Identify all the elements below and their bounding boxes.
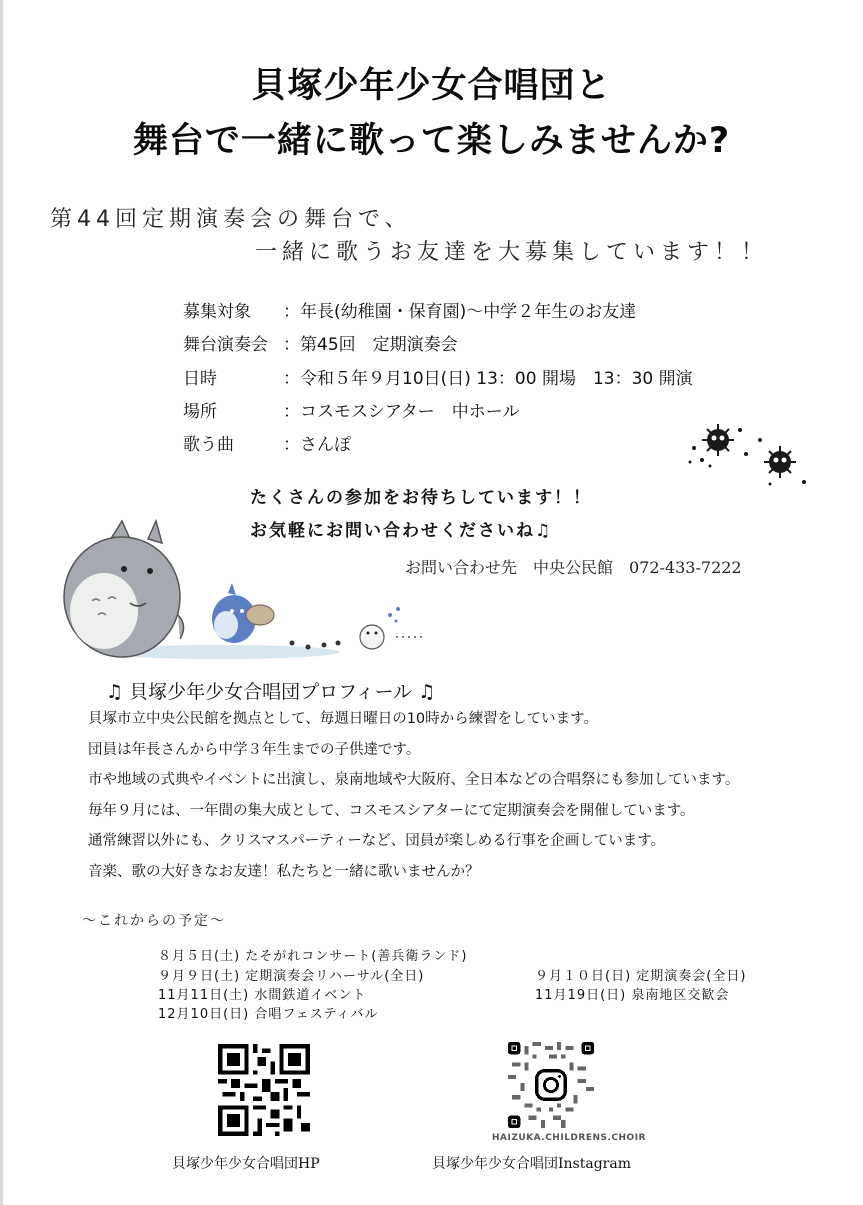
white-totoro-icon [360,607,426,649]
info-value: ：令和５年９月10日(日) 13：00 開場 13：30 開演 [283,369,693,389]
info-row-target [183,297,636,322]
blue-totoro-icon [212,583,274,643]
info-row-venue [183,397,519,422]
info-row-datetime [183,364,693,389]
soot-sprite-icon [702,424,734,456]
info-key: 舞台演奏会 [183,335,268,355]
subtitle-line-2: 一緒に歌うお友達を大募集しています！！ [255,240,769,265]
schedule-heading: ～これからの予定～ [82,913,226,929]
cta-line-2: お気軽にお問い合わせくださいね♫ [250,521,553,541]
info-row-song [183,430,351,455]
info-value: ：コスモスシアター 中ホール [283,402,520,422]
soot-sprite-icon [764,446,796,478]
instagram-icon [537,1071,566,1100]
profile-line: 市や地域の式典やイベントに出演し、泉南地域や大阪府、全日本などの合唱祭にも参加しています。 [88,772,740,788]
hp-qr-code[interactable] [218,1044,310,1136]
profile-line: 毎年９月には、一年間の集大成として、コスモスシアターにて定期演奏会を開催しています。 [88,802,695,819]
subtitle-line-1: 第44回定期演奏会の舞台で、 [50,207,412,232]
cta-line-1: たくさんの参加をお待ちしています！！ [250,488,592,508]
page-title-line-1: 貝塚少年少女合唱団と [251,66,612,106]
info-key: 場所 [183,402,217,422]
page-title-line-2: 舞台で一緒に歌って楽しみませんか? [132,121,731,161]
profile-title: ♫ 貝塚少年少女合唱団プロフィール ♫ [106,681,436,703]
info-value: ：第45回 定期演奏会 [283,335,458,355]
schedule-item: ８月５日(土) たそがれコンサート(善兵衛ランド) [158,949,468,964]
schedule-item: ９月１０日(日) 定期演奏会(全日) [535,969,747,984]
schedule-item: 11月11日(土) 水間鉄道イベント [158,988,367,1003]
big-totoro-icon [64,521,184,657]
schedule-item: 11月19日(日) 泉南地区交歓会 [535,988,730,1003]
right-edge-line [0,0,3,1205]
contact-info: お問い合わせ先 中央公民館 072-433-7222 [405,558,742,577]
info-key: 歌う曲 [183,435,234,455]
profile-line: 貝塚市立中央公民館を拠点として、毎週日曜日の10時から練習をしています。 [88,711,598,727]
schedule-item: ９月９日(土) 定期演奏会リハーサル(全日) [158,969,425,984]
hp-qr-label: 貝塚少年少女合唱団HP [172,1156,320,1172]
info-row-concert [183,330,458,355]
instagram-qr-code[interactable] [508,1042,594,1128]
instagram-handle: HAIZUKA.CHILDRENS.CHOIR [492,1133,646,1143]
profile-line: 団員は年長さんから中学３年生までの子供達です。 [88,741,421,758]
instagram-qr-label: 貝塚少年少女合唱団Instagram [432,1156,631,1172]
profile-text [88,704,858,887]
totoro-illustration [60,515,440,665]
info-key: 日時 [183,369,217,389]
profile-line: 音楽、歌の大好きなお友達！私たちと一緒に歌いませんか？ [88,863,480,880]
info-value: ：年長(幼稚園・保育園)～中学２年生のお友達 [283,302,637,322]
soot-sprites-illustration [680,418,820,498]
info-key: 募集対象 [183,302,251,322]
info-value: ：さんぽ [283,435,351,455]
profile-line: 通常練習以外にも、クリスマスパーティーなど、団員が楽しめる行事を企画しています。 [88,833,666,849]
schedule-item: 12月10日(日) 合唱フェスティバル [158,1007,379,1022]
